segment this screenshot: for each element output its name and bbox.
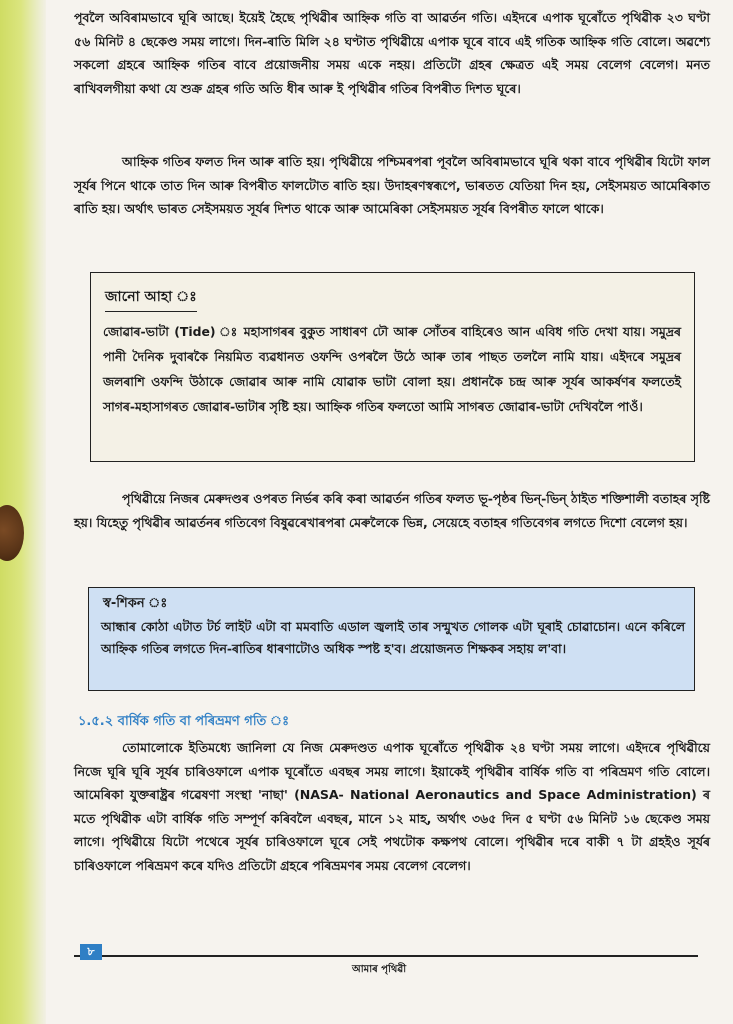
know-box-heading: জানো আহা ঃ bbox=[105, 285, 197, 312]
section-heading-revolution: ১.৫.২ বাৰ্ষিক গতি বা পৰিভ্ৰমণ গতি ঃ bbox=[78, 714, 290, 729]
tide-description: মহাসাগৰৰ বুকুত সাধাৰণ ঢৌ আৰু সোঁতৰ বাহিৰেও আন এবিধ গতি দেখা যায়। সমুদ্ৰৰ পানী দৈনিক দুবাৰকৈ নিয়মিত ব্যৱধানত ওফন্দি ওপৰলৈ উঠে আৰু তাৰ পাছত তললৈ নামি যায়। এইদৰে সমুদ্ৰৰ জলৰাশি ওফন্দি উঠাকে জোৱাৰ আৰু নামি যোৱাক ভাটা বোলা হয়। প্ৰধানকৈ চন্দ্ৰ আৰু সূৰ্যৰ আকৰ্ষণৰ ফলতেই সাগৰ-মহাসাগৰত জোৱাৰ-ভাটাৰ সৃষ্টি হয়। আহ্নিক গতিৰ ফলতো আমি সাগৰত জোৱাৰ-ভাটা দেখিবলৈ পাওঁ। bbox=[103, 324, 681, 414]
footer-divider bbox=[74, 955, 698, 957]
know-box-body bbox=[103, 319, 681, 419]
paragraph-winds: পৃথিৱীয়ে নিজৰ মেৰুদণ্ডৰ ওপৰত নিৰ্ভৰ কৰি কৰা আৱৰ্তন গতিৰ ফলত ভূ-পৃষ্ঠৰ ভিন্-ভিন্ ঠাইত শক্তিশালী বতাহৰ সৃষ্টি হয়। যিহেতু পৃথিৱীৰ আৱৰ্তনৰ গতিবেগ বিষুৱৰেখাৰপৰা মেৰুলৈকে ভিন্ন, সেয়েহে বতাহৰ গতিবেগৰ লগতে দিশো বেলেগ হয়। bbox=[74, 491, 710, 530]
paragraph-day-night: আহ্নিক গতিৰ ফলত দিন আৰু ৰাতি হয়। পৃথিৱীয়ে পশ্চিমৰপৰা পূবলৈ অবিৰামভাবে ঘূৰি থকা বাবে পৃথিৱীৰ যিটো ফাল সূৰ্যৰ পিনে থাকে তাত দিন আৰু বিপৰীত ফালটোত ৰাতি হয়। উদাহৰণস্বৰূপে, ভাৰতত যেতিয়া দিন হয়, সেইসময়ত আমেৰিকাত ৰাতি হয়। অৰ্থাৎ ভাৰত সেইসময়ত সূৰ্যৰ দিশত থাকে আৰু আমেৰিকা সেইসময়ত সূৰ্যৰ বিপৰীত ফালে থাকে। bbox=[74, 154, 710, 216]
self-learning-box bbox=[88, 587, 695, 691]
paragraph-rotation: পূবলৈ অবিৰামভাবে ঘূৰি আছে। ইয়েই হৈছে পৃথিৱীৰ আহ্নিক গতি বা আৱৰ্তন গতি। এইদৰে এপাক ঘূৰোঁতে পৃথিৱীক ২৩ ঘণ্টা ৫৬ মিনিট ৪ ছেকেণ্ড সময় লাগে। দিন-ৰাতি মিলি ২৪ ঘণ্টাত পৃথিৱীয়ে এপাক ঘূৰে বাবে এই গতিক আহ্নিক গতি বোলে। অৱশ্যে সকলো গ্ৰহৰে আহ্নিক গতিৰ বাবে প্ৰয়োজনীয় সময় একে নহয়। প্ৰতিটো গ্ৰহৰ ক্ষেত্ৰত এই সময় বেলেগ বেলেগ। মনত ৰাখিবলগীয়া কথা যে শুক্ৰ গ্ৰহৰ গতি অতি ধীৰ আৰু ই পৃথিৱীৰ গতিৰ বিপৰীত দিশত ঘূৰে। bbox=[74, 10, 710, 96]
self-learning-heading: স্ব-শিকন ঃ bbox=[103, 596, 168, 611]
paragraph-revolution: তোমালোকে ইতিমধ্যে জানিলা যে নিজ মেৰুদণ্ডত এপাক ঘূৰোঁতে পৃথিৱীক ২৪ ঘণ্টা সময় লাগে। এইদৰে পৃথিৱীয়ে নিজে ঘূৰি ঘূৰি সূৰ্যৰ চাৰিওফালে এপাক ঘূৰোঁতে এবছৰ সময় লাগে। ইয়াকেই পৃথিৱীৰ বাৰ্ষিক গতি বা পৰিভ্ৰমণ গতি বোলে। আমেৰিকা যুক্তৰাষ্ট্ৰৰ গৱেষণা সংস্থা 'নাছা' (NASA- National Aeronautics and Space Administration) ৰ মতে পৃথিৱীক এটা বাৰ্ষিক গতি সম্পূৰ্ণ কৰিবলৈ এবছৰ, মানে ১২ মাহ, অৰ্থাৎ ৩৬৫ দিন ৫ ঘণ্টা ৫৬ মিনিট ১৬ ছেকেণ্ড সময় লাগে। পৃথিৱীয়ে যিটো পথেৰে সূৰ্যৰ চাৰিওফালে ঘূৰে সেই পথটোক কক্ষপথ বোলে। পৃথিৱীৰ দৰে বাকী ৭ টা গ্ৰহইও সূৰ্যৰ চাৰিওফালে পৰিভ্ৰমণ কৰে যদিও প্ৰতিটো গ্ৰহৰে পৰিভ্ৰমণৰ সময় বেলেগ বেলেগ। bbox=[74, 740, 710, 873]
self-learning-body: আন্ধাৰ কোঠা এটাত টৰ্চ লাইট এটা বা মমবাতি এডাল জ্বলাই তাৰ সন্মুখত গোলক এটা ঘূৰাই চোৱাচোন। এনে কৰিলে আহ্নিক গতিৰ লগতে দিন-ৰাতিৰ ধাৰণাটোও অধিক স্পষ্ট হ'ব। প্ৰয়োজনত শিক্ষকৰ সহায় ল'বা। bbox=[101, 619, 685, 656]
tide-term: জোৱাৰ-ভাটা (Tide) ঃ bbox=[103, 324, 239, 339]
know-box bbox=[90, 272, 695, 462]
page-number: ৮ bbox=[80, 944, 102, 960]
footer-book-title: আমাৰ পৃথিৱী bbox=[352, 964, 407, 975]
